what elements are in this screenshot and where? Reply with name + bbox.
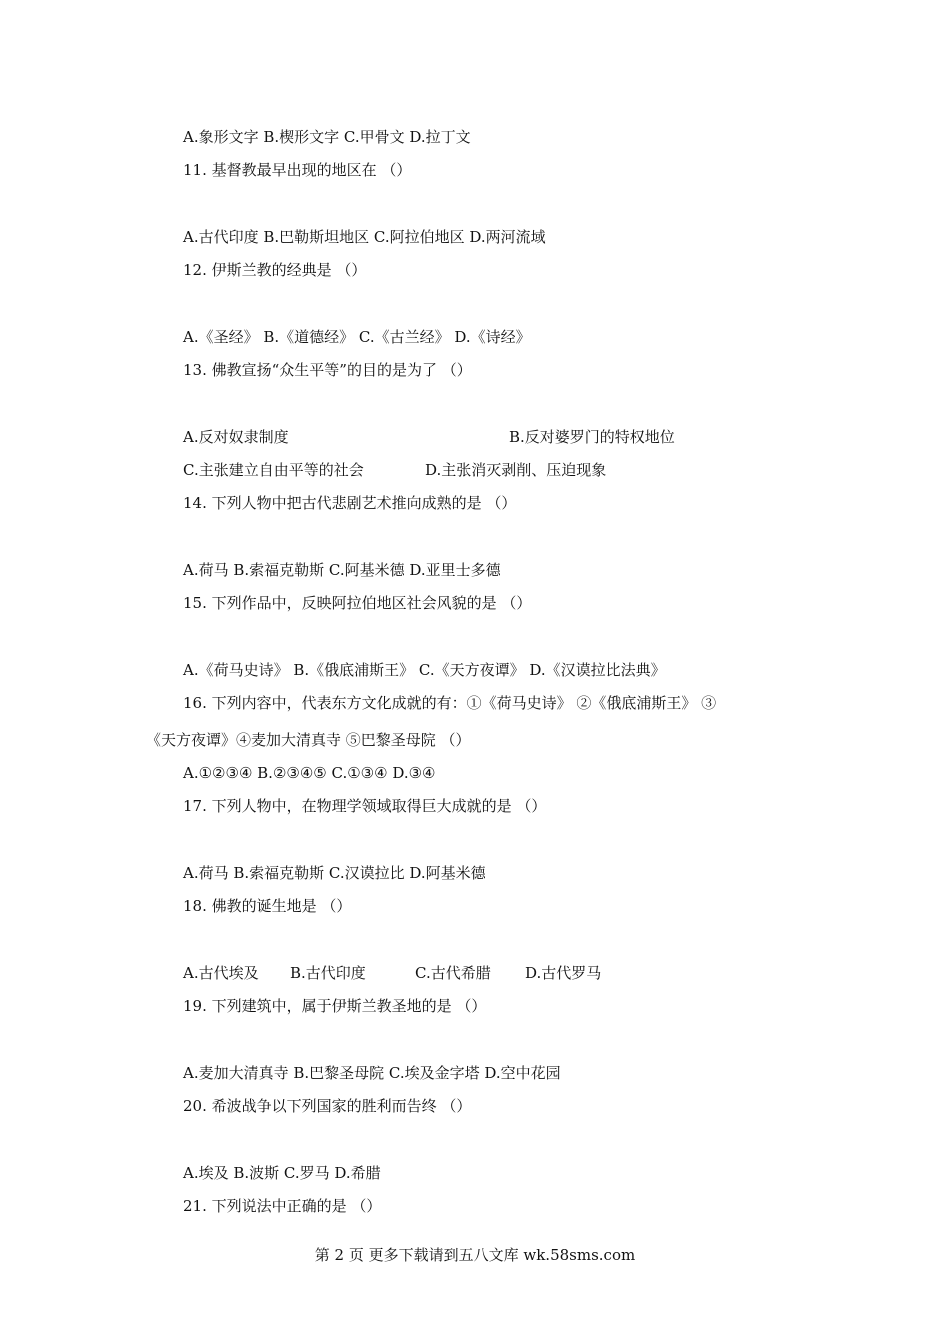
question-18: 18. 佛教的诞生地是 （） [183, 897, 352, 915]
question-11: 11. 基督教最早出现的地区在 （） [183, 161, 412, 179]
q18-option-c: C.古代希腊 [415, 964, 491, 982]
q18-option-a: A.古代埃及 [183, 964, 259, 982]
q13-option-a: A.反对奴隶制度 [183, 428, 289, 446]
question-15: 15. 下列作品中，反映阿拉伯地区社会风貌的是 （） [183, 594, 532, 612]
question-13: 13. 佛教宣扬“众生平等”的目的是为了 （） [183, 361, 472, 379]
question-21: 21. 下列说法中正确的是 （） [183, 1197, 382, 1215]
question-16: 16. 下列内容中，代表东方文化成就的有：①《荷马史诗》 ②《俄底浦斯王》 ③ [183, 694, 717, 712]
question-12: 12. 伊斯兰教的经典是 （） [183, 261, 367, 279]
question-17: 17. 下列人物中，在物理学领域取得巨大成就的是 （） [183, 797, 547, 815]
question-16-continued: 《天方夜谭》④麦加大清真寺 ⑤巴黎圣母院 （） [146, 731, 471, 749]
q18-option-d: D.古代罗马 [525, 964, 602, 982]
q10-options: A.象形文字 B.楔形文字 C.甲骨文 D.拉丁文 [183, 128, 471, 146]
q13-option-b: B.反对婆罗门的特权地位 [509, 428, 675, 446]
q15-options: A.《荷马史诗》 B.《俄底浦斯王》 C.《天方夜谭》 D.《汉谟拉比法典》 [183, 661, 666, 679]
question-20: 20. 希波战争以下列国家的胜利而告终 （） [183, 1097, 472, 1115]
q11-options: A.古代印度 B.巴勒斯坦地区 C.阿拉伯地区 D.两河流域 [183, 228, 546, 246]
q16-options: A.①②③④ B.②③④⑤ C.①③④ D.③④ [183, 764, 436, 782]
q17-options: A.荷马 B.索福克勒斯 C.汉谟拉比 D.阿基米德 [183, 864, 486, 882]
q12-options: A.《圣经》 B.《道德经》 C.《古兰经》 D.《诗经》 [183, 328, 531, 346]
q14-options: A.荷马 B.索福克勒斯 C.阿基米德 D.亚里士多德 [183, 561, 501, 579]
q19-options: A.麦加大清真寺 B.巴黎圣母院 C.埃及金字塔 D.空中花园 [183, 1064, 561, 1082]
page-footer: 第 2 页 更多下载请到五八文库 wk.58sms.com [314, 1246, 636, 1264]
q20-options: A.埃及 B.波斯 C.罗马 D.希腊 [183, 1164, 381, 1182]
q13-option-c: C.主张建立自由平等的社会 [183, 461, 364, 479]
q13-option-d: D.主张消灭剥削、压迫现象 [425, 461, 607, 479]
q18-option-b: B.古代印度 [290, 964, 366, 982]
question-19: 19. 下列建筑中，属于伊斯兰教圣地的是 （） [183, 997, 487, 1015]
question-14: 14. 下列人物中把古代悲剧艺术推向成熟的是 （） [183, 494, 517, 512]
